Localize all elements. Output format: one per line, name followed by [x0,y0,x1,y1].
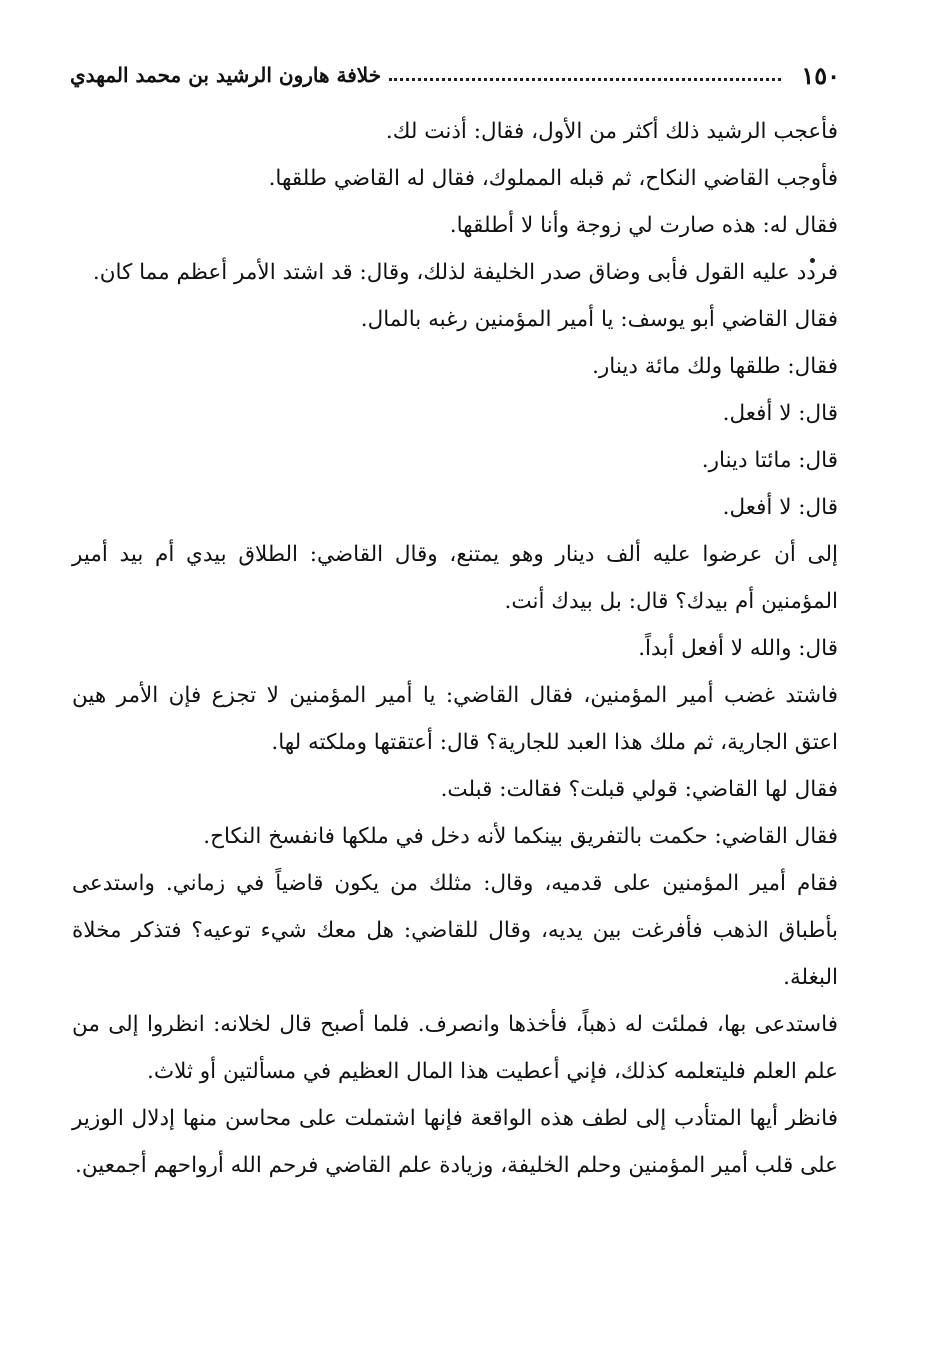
paragraph: قال: لا أفعل. [722,401,838,426]
paragraph: قال: لا أفعل. [722,495,838,520]
paragraph: قال: والله لا أفعل أبداً. [638,636,838,661]
text-body [72,108,838,1189]
paragraph: فاشتد غضب أمير المؤمنين، فقال القاضي: يا أمير المؤمنين لا تجزع فإن الأمر هين اعتق الجارية، ثم ملك هذا العبد للجارية؟ قال: أعتقتها وملكته لها. [72,683,838,755]
paragraph: إلى أن عرضوا عليه ألف دينار وهو يمتنع، وقال القاضي: الطلاق بيدي أم بيد أمير المؤمنين أم بيدك؟ قال: بل بيدك أنت. [72,542,838,614]
paragraph: فقال لها القاضي: قولي قبلت؟ فقالت: قبلت. [440,777,838,802]
paragraph: فقال: طلقها ولك مائة دينار. [592,354,838,379]
paragraph: فقال القاضي: حكمت بالتفريق بينكما لأنه دخل في ملكها فانفسخ النكاح. [203,824,838,849]
paragraph: قال: مائتا دينار. [701,448,838,473]
header-dotted-leader [389,78,781,81]
paragraph: فاستدعى بها، فملئت له ذهباً، فأخذها وانصرف. فلما أصبح قال لخلانه: انظروا إلى من علم العلم فليتعلمه كذلك، فإني أعطيت هذا المال العظيم في مسألتين أو ثلاث. [72,1012,838,1084]
paragraph: فقال له: هذه صارت لي زوجة وأنا لا أطلقها. [449,213,838,238]
paragraph: فانظر أيها المتأدب إلى لطف هذه الواقعة فإنها اشتملت على محاسن منها إدلال الوزير على قلب أمير المؤمنين وحلم الخليفة، وزيادة علم القاضي فرحم الله أرواحهم أجمعين. [72,1106,838,1178]
header-title: خلافة هارون الرشيد بن محمد المهدي [70,63,382,87]
page-number: ١٥٠ [801,60,840,90]
paragraph: فقام أمير المؤمنين على قدميه، وقال: مثلك من يكون قاضياً في زماني. واستدعى بأطباق الذهب فأفرغت بين يديه، وقال للقاضي: هل معك شيء توعيه؟ فتذكر مخلاة البغلة. [72,871,838,990]
paragraph: فأوجب القاضي النكاح، ثم قبله المملوك، فقال له القاضي طلقها. [268,166,838,191]
running-header [70,58,840,92]
paragraph: فقال القاضي أبو يوسف: يا أمير المؤمنين رغبه بالمال. [360,307,838,332]
paragraph: فأعجب الرشيد ذلك أكثر من الأول، فقال: أذنت لك. [385,119,838,144]
paragraph: فردد عليه القول فأبى وضاق صدر الخليفة لذلك، وقال: قد اشتد الأمر أعظم مما كان. [92,260,838,285]
